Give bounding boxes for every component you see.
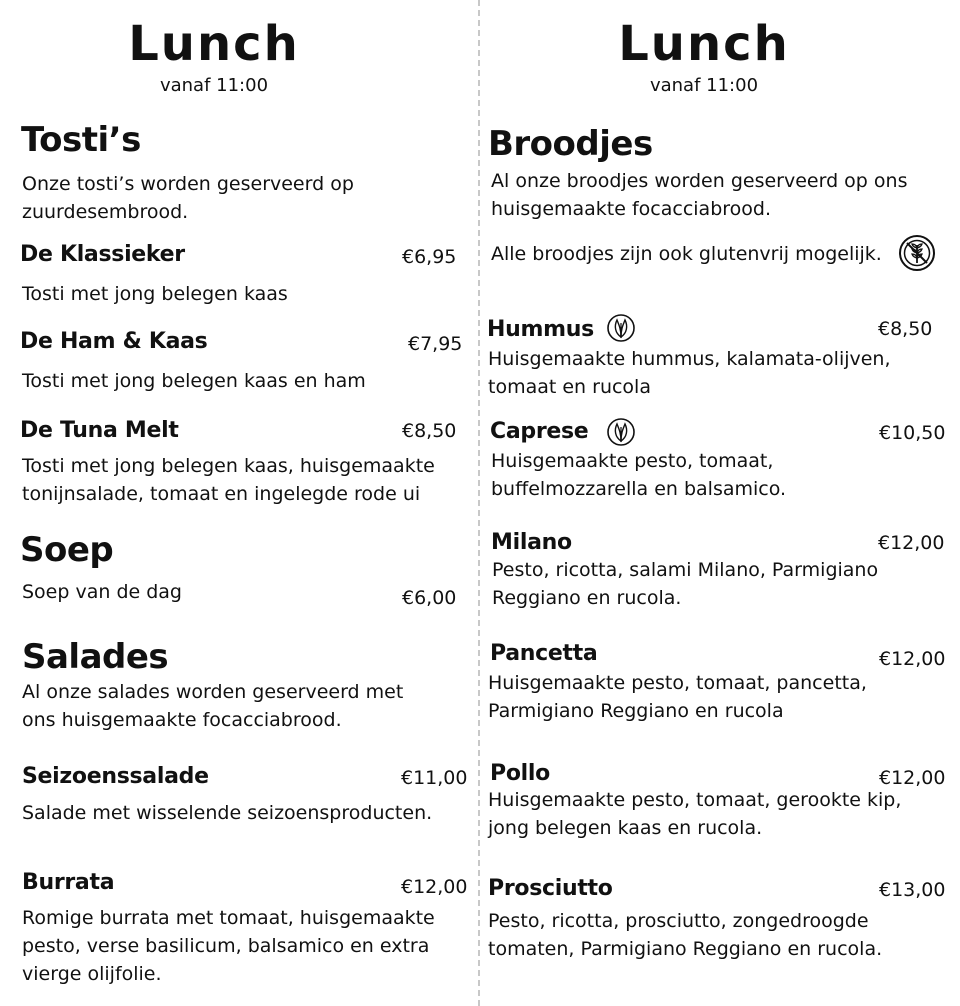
section-heading-salades: Salades bbox=[22, 637, 169, 677]
item-price: €13,00 bbox=[879, 879, 946, 901]
item-name: Milano bbox=[491, 530, 572, 555]
item-price: €8,50 bbox=[402, 420, 457, 442]
salades-intro-line-1: Al onze salades worden geserveerd met bbox=[22, 681, 404, 703]
right-page-subtitle: vanaf 11:00 bbox=[649, 75, 759, 96]
item-name: Caprese bbox=[490, 419, 589, 444]
item-description: jong belegen kaas en rucola. bbox=[488, 817, 763, 839]
item-description: vierge olijfolie. bbox=[22, 963, 162, 985]
left-page-subtitle: vanaf 11:00 bbox=[159, 75, 269, 96]
section-heading-soep: Soep bbox=[20, 530, 114, 570]
item-name: De Ham & Kaas bbox=[20, 329, 208, 354]
item-price: €12,00 bbox=[401, 876, 468, 898]
gluten-free-wheat-icon bbox=[898, 234, 936, 272]
item-description: Reggiano en rucola. bbox=[492, 587, 682, 609]
item-description: tonijnsalade, tomaat en ingelegde rode ui bbox=[22, 483, 421, 505]
item-price: €10,50 bbox=[879, 422, 946, 444]
item-description: Huisgemaakte pesto, tomaat, pancetta, bbox=[488, 672, 867, 694]
item-name: De Tuna Melt bbox=[20, 418, 179, 443]
item-description: Salade met wisselende seizoensproducten. bbox=[22, 802, 433, 824]
item-price: €11,00 bbox=[401, 767, 468, 789]
item-description: pesto, verse basilicum, balsamico en extra bbox=[22, 935, 430, 957]
item-description: Romige burrata met tomaat, huisgemaakte bbox=[22, 907, 435, 929]
item-price: €6,95 bbox=[402, 246, 457, 268]
item-price: €6,00 bbox=[402, 587, 457, 609]
item-name: De Klassieker bbox=[20, 242, 185, 267]
item-description: buffelmozzarella en balsamico. bbox=[491, 478, 787, 500]
item-description: Huisgemaakte pesto, tomaat, gerookte kip, bbox=[488, 789, 902, 811]
item-description: Huisgemaakte hummus, kalamata-olijven, bbox=[488, 348, 891, 370]
item-price: €12,00 bbox=[878, 532, 945, 554]
column-divider bbox=[478, 0, 480, 1006]
item-description: Tosti met jong belegen kaas, huisgemaakte bbox=[22, 455, 435, 477]
item-description: tomaat en rucola bbox=[488, 376, 651, 398]
left-page-title: Lunch bbox=[128, 16, 300, 72]
item-description: tomaten, Parmigiano Reggiano en rucola. bbox=[488, 938, 883, 960]
gluten-free-note: Alle broodjes zijn ook glutenvrij mogelijk. bbox=[491, 243, 882, 265]
vegan-leaf-icon bbox=[606, 313, 636, 343]
item-description: Tosti met jong belegen kaas bbox=[22, 283, 288, 305]
item-price: €12,00 bbox=[879, 648, 946, 670]
tostis-intro-line-1: Onze tosti’s worden geserveerd op bbox=[22, 173, 354, 195]
broodjes-intro-line-2: huisgemaakte focacciabrood. bbox=[491, 198, 772, 220]
item-name: Pollo bbox=[490, 761, 550, 786]
item-name: Burrata bbox=[22, 870, 115, 895]
item-description: Pesto, ricotta, salami Milano, Parmigiano bbox=[492, 559, 879, 581]
section-heading-broodjes: Broodjes bbox=[488, 124, 653, 164]
item-price: €8,50 bbox=[878, 318, 933, 340]
item-price: €7,95 bbox=[408, 333, 463, 355]
salades-intro-line-2: ons huisgemaakte focacciabrood. bbox=[22, 709, 342, 731]
section-heading-tostis: Tosti’s bbox=[21, 120, 141, 160]
item-name: Prosciutto bbox=[488, 876, 613, 901]
right-page-title: Lunch bbox=[618, 16, 790, 72]
broodjes-intro-line-1: Al onze broodjes worden geserveerd op ons bbox=[491, 170, 908, 192]
item-description: Soep van de dag bbox=[22, 581, 182, 603]
item-description: Parmigiano Reggiano en rucola bbox=[488, 700, 784, 722]
item-price: €12,00 bbox=[879, 767, 946, 789]
item-name: Seizoenssalade bbox=[22, 764, 209, 789]
item-name: Hummus bbox=[487, 317, 594, 342]
tostis-intro-line-2: zuurdesembrood. bbox=[22, 201, 189, 223]
item-description: Huisgemaakte pesto, tomaat, bbox=[491, 450, 774, 472]
vegan-leaf-icon bbox=[606, 417, 636, 447]
item-description: Tosti met jong belegen kaas en ham bbox=[22, 370, 366, 392]
item-description: Pesto, ricotta, prosciutto, zongedroogde bbox=[488, 910, 869, 932]
item-name: Pancetta bbox=[490, 641, 598, 666]
